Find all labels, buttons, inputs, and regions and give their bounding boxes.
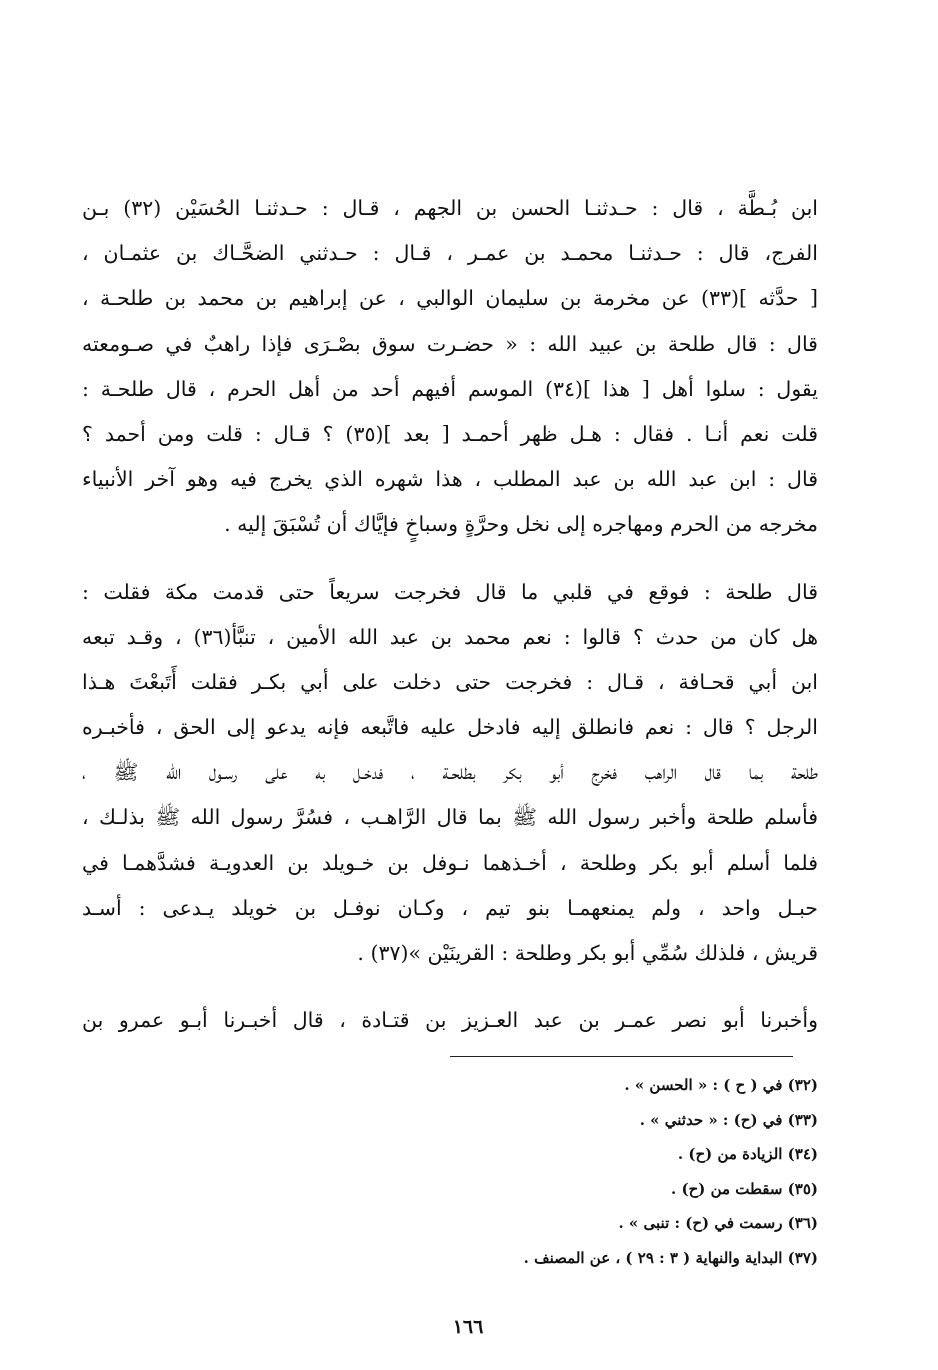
text-line: مخرجه من الحرم ومهاجره إلى نخل وحرَّةٍ وسباخٍ فإيَّاك أن تُسْبَقَ إليه . [224, 512, 818, 537]
main-text [82, 186, 818, 1043]
text-line: فلما أسلم أبو بكر وطلحة ، أخـذهما نـوفل بن خـويلد بن العدويـة فشدَّهمـا في [82, 850, 818, 875]
text-line: الرجل ؟ قال : نعم فانطلق إليه فادخل عليه فاتَّبعه فإنه يدعو إلى الحق ، فأخبـره [82, 715, 818, 740]
footnote-divider [450, 1056, 793, 1057]
footnotes [300, 1068, 818, 1276]
paragraph-gap [82, 548, 818, 570]
footnote: (٣٤) الزيادة من (ح) . [677, 1145, 818, 1164]
page-number: ١٦٦ [452, 1316, 484, 1338]
footnote: (٣٦) رسمت في (ح) : تنبى » . [618, 1214, 818, 1233]
text-line: ابن أبي قحـافة ، قـال : فخرجت حتى دخلت على أبي بكـر فقلت أَتَبعْتَ هـذا [82, 669, 818, 694]
footnote: (٣٣) في (ح) : « حدثني » . [639, 1110, 818, 1129]
footnote: (٣٧) البداية والنهاية ( ٣ : ٢٩ ) ، عن المصنف . [523, 1248, 818, 1267]
text-line: الفرج، قال : حـدثنـا محمـد بن عمـر ، قـال : حـدثني الضحَّـاك بن عثمـان ، [82, 241, 818, 266]
paragraph-3 [82, 998, 818, 1043]
text-line: [ حدَّثه ](٣٣) عن مخرمة بن سليمان الوالبي ، عن إبراهيم بن محمد بن طلحـة ، [82, 286, 818, 311]
text-line: فأسلم طلحة وأخبر رسول الله ﷺ بما قال الرَّاهـب ، فسُرَّ رسول الله ﷺ بذلـك ، [82, 805, 818, 830]
text-line: قلت نعم أنـا . فقال : هـل ظهر أحمـد [ بعد ](٣٥) ؟ قـال : قلت ومن أحمد ؟ [82, 421, 818, 446]
paragraph-2 [82, 570, 818, 977]
text-line: يقول : سلوا أهل [ هذا ](٣٤) الموسم أفيهم أحد من أهل الحرم ، قال طلحـة : [82, 376, 818, 401]
text-line: حبـل واحد ، ولم يمنعهمـا بنو تيم ، وكـان نوفـل بن خويلد يـدعى : أسـد [82, 895, 818, 920]
text-line: قال طلحة : فوقع في قلبي ما قال فخرجت سريعاً حتى قدمت مكة فقلت : [82, 579, 818, 604]
text-line: قريش ، فلذلك سُمِّي أبو بكر وطلحة : القرينَيْن »(٣٧) . [357, 941, 818, 965]
text-line: قال : قال طلحة بن عبيد الله : « حضـرت سوق بصْـرَى فإذا راهبٌ في صـومعته [82, 331, 818, 356]
text-line: ابن بُـطَّة ، قال : حـدثنـا الحسن بن الجهم ، قـال : حـدثنـا الحُسَيْن (٣٢) بـن [82, 196, 818, 220]
text-line: هل كان من حدث ؟ قالوا : نعم محمد بن عبد الله الأمين ، تنبَّأ(٣٦) ، وقـد تبعه [82, 624, 818, 649]
footnote: (٣٥) سقطت من (ح) . [671, 1179, 818, 1198]
text-line: قال : ابن عبد الله بن عبد المطلب ، هذا شهره الذي يخرج فيه وهو آخر الأنبياء [82, 467, 818, 492]
footnote: (٣٢) في ( ح ) : « الحسن » . [624, 1076, 818, 1094]
paragraph-1 [82, 186, 818, 548]
text-line: وأخبرنا أبو نصر عمـر بن عبد العـزيز بن قتـادة ، قال أخبـرنا أبـو عمرو بن [82, 1008, 818, 1033]
paragraph-gap [82, 976, 818, 998]
text-line: طلحة بما قال الراهب فخرج أبو بكر بطلحـة ، فدخـل به على رسـول الله ﷺ ، [82, 760, 818, 785]
